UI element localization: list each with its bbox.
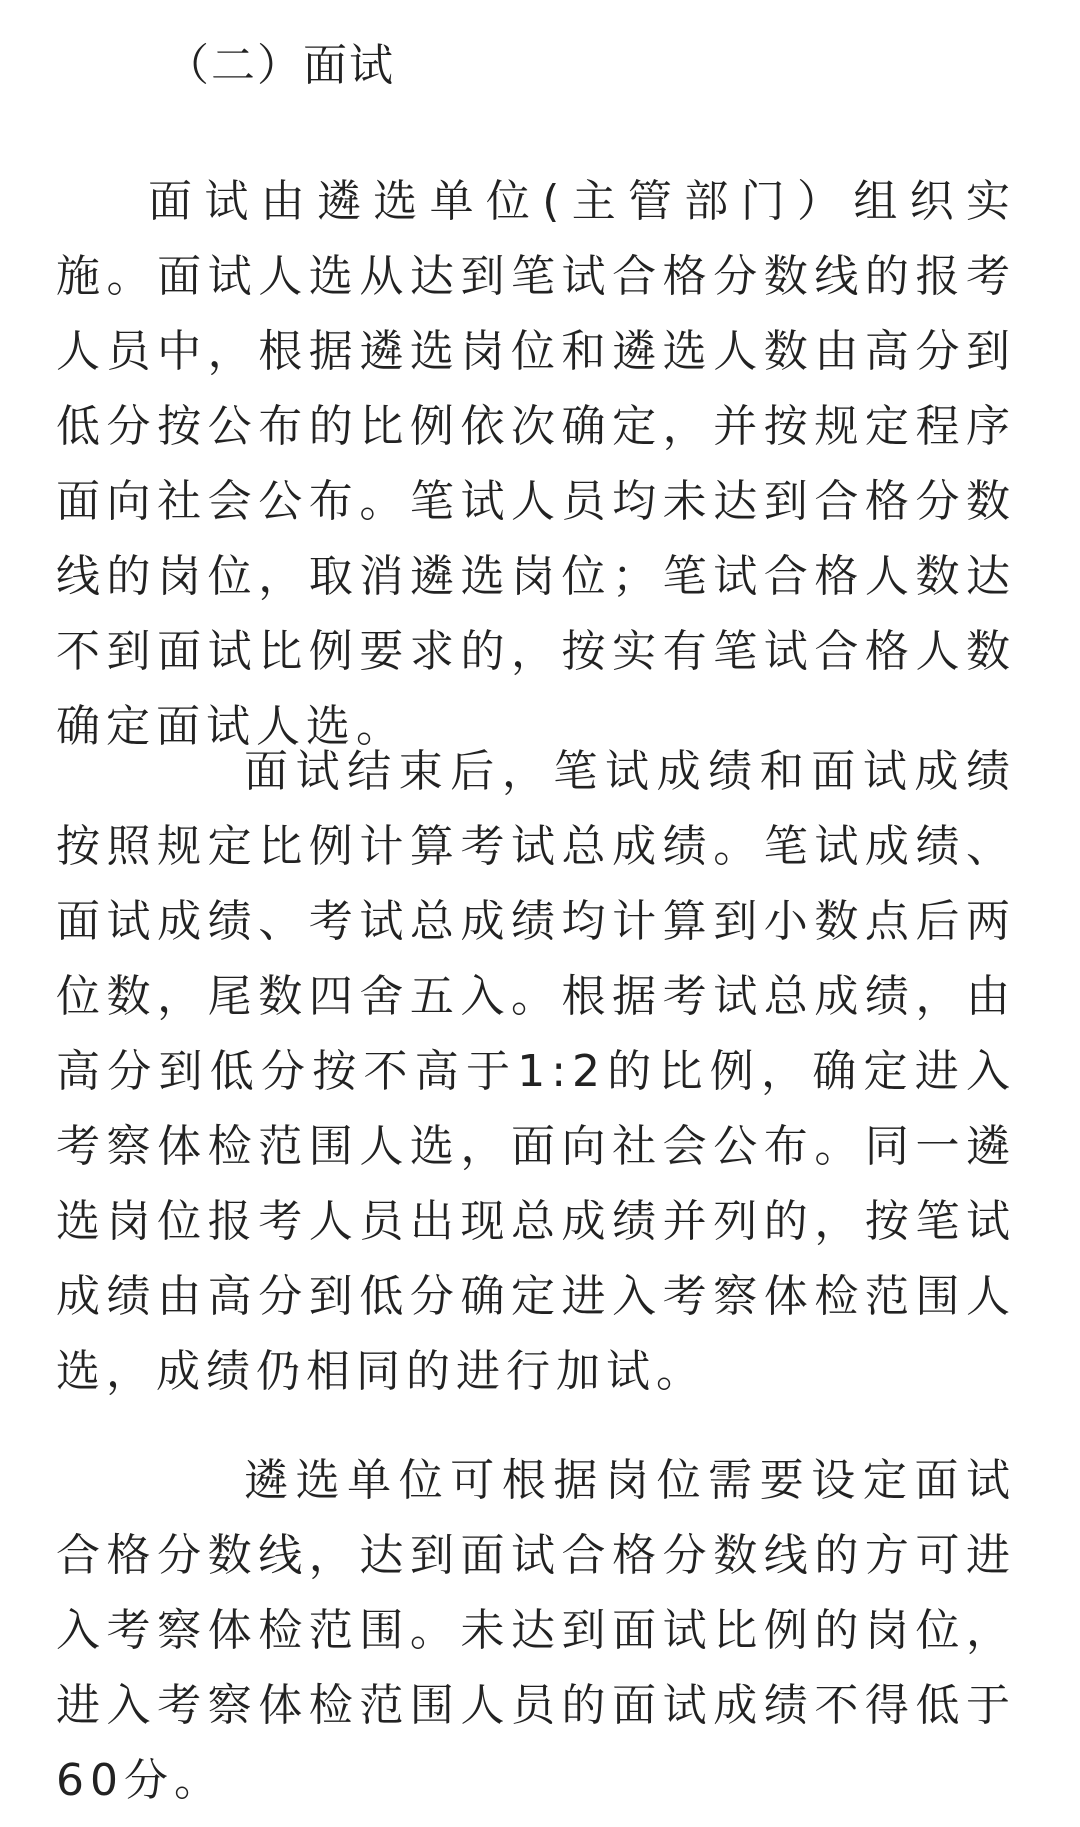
paragraph-score-calculation: 面试结束后，笔试成绩和面试成绩按照规定比例计算考试总成绩。笔试成绩、面试成绩、考试总成绩均计算到小数点后两位数，尾数四舍五入。根据考试总成绩，由高分到低分按不高于1:2的比例，确定进入考察体检范围人选，面向社会公布。同一遴选岗位报考人员出现总成绩并列的，按笔试成绩由高分到低分确定进入考察体检范围人选，成绩仍相同的进行加试。 — [56, 746, 1016, 1397]
paragraph-passing-score: 遴选单位可根据岗位需要设定面试合格分数线，达到面试合格分数线的方可进入考察体检范围。未达到面试比例的岗位，进入考察体检范围人员的面试成绩不得低于60分。 — [56, 1455, 1016, 1806]
section-heading: （二）面试 — [165, 40, 395, 91]
paragraph-interview-organization: 面试由遴选单位(主管部门）组织实施。面试人选从达到笔试合格分数线的报考人员中，根据遴选岗位和遴选人数由高分到低分按公布的比例依次确定，并按规定程序面向社会公布。笔试人员均未达到合格分数线的岗位，取消遴选岗位；笔试合格人数达不到面试比例要求的，按实有笔试合格人数确定面试人选。 — [56, 176, 1016, 752]
